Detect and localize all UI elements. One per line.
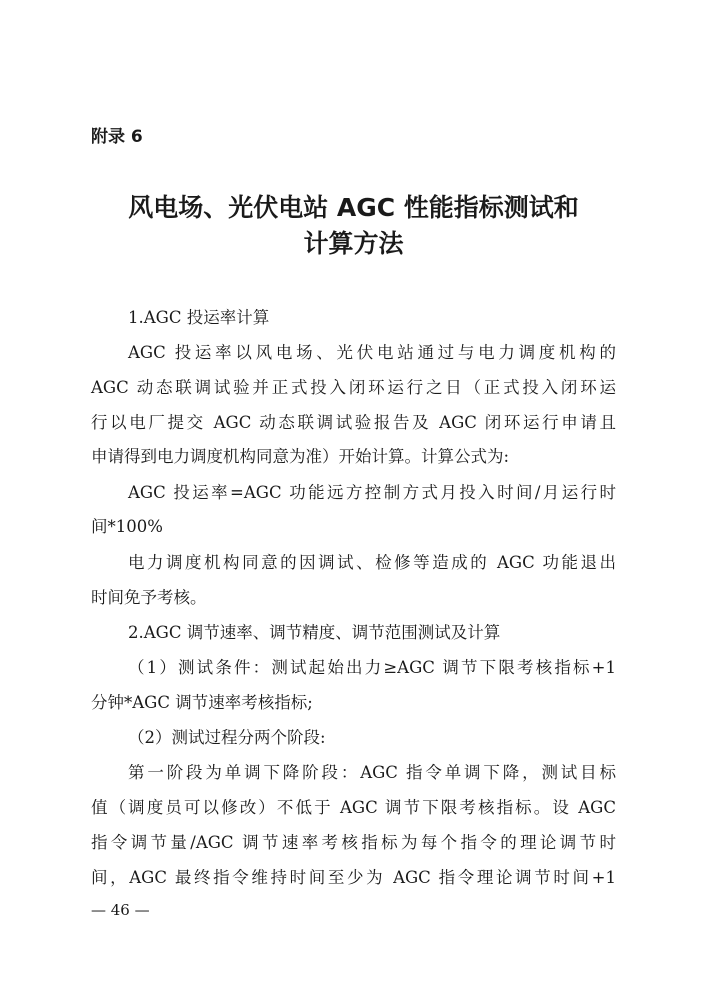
paragraph-line: AGC 投运率以风电场、光伏电站通过与电力调度机构的 xyxy=(128,343,616,362)
paragraph-line: （1）测试条件：测试起始出力≥AGC 调节下限考核指标+1 xyxy=(128,658,616,677)
section-heading-2: 2.AGC 调节速率、调节精度、调节范围测试及计算 xyxy=(128,623,501,642)
paragraph-line: AGC 动态联调试验并正式投入闭环运行之日（正式投入闭环运 xyxy=(91,378,616,397)
page-number: — 46 — xyxy=(91,901,150,919)
paragraph-line: 间，AGC 最终指令维持时间至少为 AGC 指令理论调节时间+1 xyxy=(91,868,616,887)
paragraph-line: 值（调度员可以修改）不低于 AGC 调节下限考核指标。设 AGC xyxy=(91,798,616,817)
document-title-line-1: 风电场、光伏电站 AGC 性能指标测试和 xyxy=(128,193,579,222)
paragraph-line: 行以电厂提交 AGC 动态联调试验报告及 AGC 闭环运行申请且 xyxy=(91,413,616,432)
paragraph-line: （2）测试过程分两个阶段: xyxy=(128,728,326,747)
paragraph-line: 第一阶段为单调下降阶段：AGC 指令单调下降，测试目标 xyxy=(128,763,616,782)
section-heading-1: 1.AGC 投运率计算 xyxy=(128,308,270,327)
document-title-line-2: 计算方法 xyxy=(303,229,404,258)
paragraph-line: 指令调节量/AGC 调节速率考核指标为每个指令的理论调节时 xyxy=(91,833,616,852)
formula-line: 间*100% xyxy=(91,517,163,536)
paragraph-line: 时间免予考核。 xyxy=(91,588,207,607)
paragraph-line: 电力调度机构同意的因调试、检修等造成的 AGC 功能退出 xyxy=(128,553,616,572)
formula-line: AGC 投运率=AGC 功能远方控制方式月投入时间/月运行时 xyxy=(128,483,616,502)
paragraph-line: 申请得到电力调度机构同意为准）开始计算。计算公式为: xyxy=(91,447,510,466)
paragraph-line: 分钟*AGC 调节速率考核指标; xyxy=(91,693,313,712)
appendix-label: 附录 6 xyxy=(91,127,143,147)
